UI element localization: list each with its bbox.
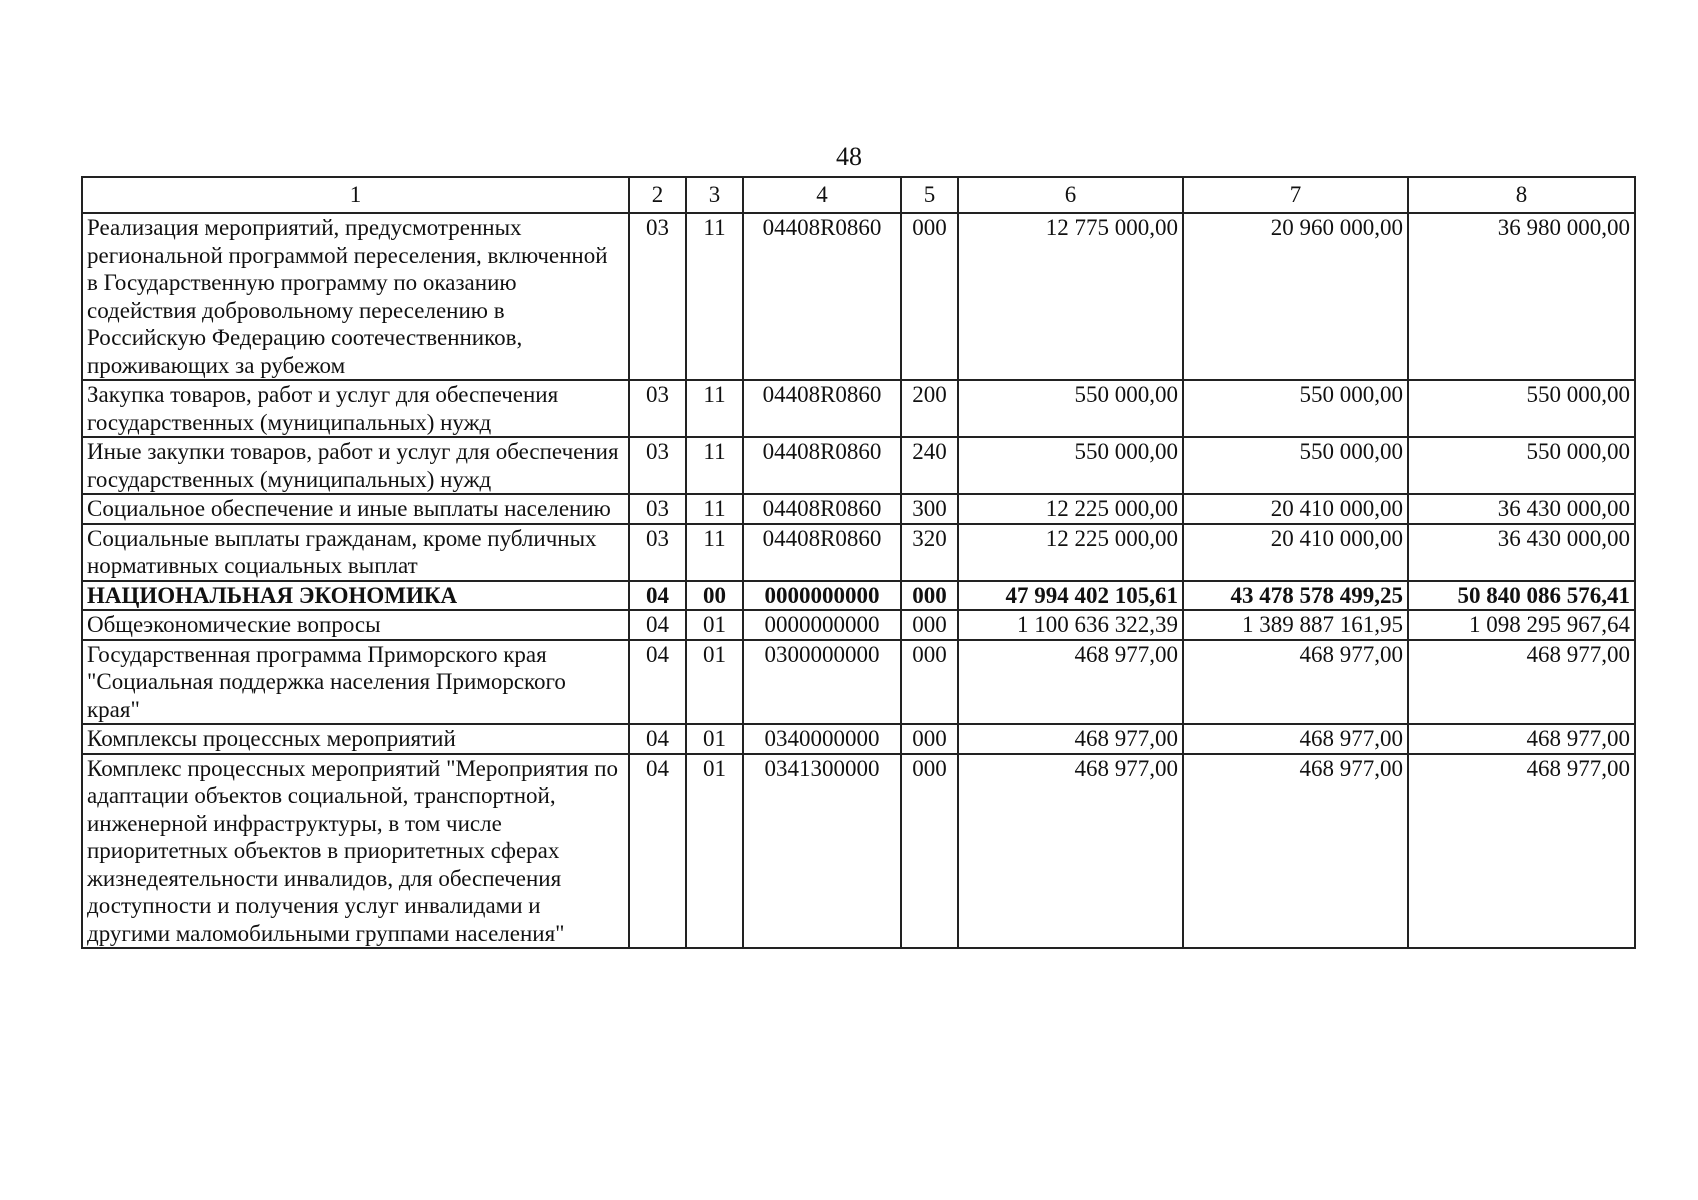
section-code: 03 (629, 524, 686, 581)
table-row (82, 437, 1635, 494)
amount-col7: 20 960 000,00 (1183, 213, 1408, 380)
column-header: 6 (958, 177, 1183, 213)
expense-type-code: 000 (901, 581, 958, 611)
amount-col7: 468 977,00 (1183, 724, 1408, 754)
amount-col8: 550 000,00 (1408, 380, 1635, 437)
expense-type-code: 000 (901, 610, 958, 640)
subsection-code: 00 (686, 581, 743, 611)
expense-type-code: 000 (901, 213, 958, 380)
amount-col8: 468 977,00 (1408, 640, 1635, 725)
target-article-code: 04408R0860 (743, 524, 901, 581)
section-code: 04 (629, 724, 686, 754)
table-row (82, 213, 1635, 380)
expense-type-code: 240 (901, 437, 958, 494)
expense-type-code: 320 (901, 524, 958, 581)
expense-type-code: 200 (901, 380, 958, 437)
subsection-code: 01 (686, 610, 743, 640)
amount-col7: 1 389 887 161,95 (1183, 610, 1408, 640)
section-code: 04 (629, 581, 686, 611)
amount-col8: 36 430 000,00 (1408, 524, 1635, 581)
expense-type-code: 000 (901, 640, 958, 725)
target-article-code: 0340000000 (743, 724, 901, 754)
table-row (82, 754, 1635, 949)
table-row (82, 494, 1635, 524)
amount-col6: 12 225 000,00 (958, 494, 1183, 524)
target-article-code: 04408R0860 (743, 437, 901, 494)
amount-col6: 12 225 000,00 (958, 524, 1183, 581)
column-number-row (82, 177, 1635, 213)
subsection-code: 11 (686, 380, 743, 437)
item-name: Государственная программа Приморского края "Социальная поддержка населения Приморского края" (82, 640, 629, 725)
target-article-code: 04408R0860 (743, 380, 901, 437)
item-name: Реализация мероприятий, предусмотренных региональной программой переселения, включенной в Государственную программу по оказанию содействия добровольному переселению в Российскую Федерацию соотечественников, проживающих за рубежом (82, 213, 629, 380)
page-number: 48 (836, 142, 862, 171)
column-header: 5 (901, 177, 958, 213)
column-header: 8 (1408, 177, 1635, 213)
subsection-code: 01 (686, 724, 743, 754)
section-code: 03 (629, 437, 686, 494)
table-row (82, 610, 1635, 640)
subsection-code: 11 (686, 524, 743, 581)
column-header: 2 (629, 177, 686, 213)
amount-col6: 468 977,00 (958, 724, 1183, 754)
target-article-code: 0000000000 (743, 581, 901, 611)
item-name: Иные закупки товаров, работ и услуг для обеспечения государственных (муниципальных) нужд (82, 437, 629, 494)
item-name: НАЦИОНАЛЬНАЯ ЭКОНОМИКА (82, 581, 629, 611)
target-article-code: 0000000000 (743, 610, 901, 640)
amount-col8: 550 000,00 (1408, 437, 1635, 494)
amount-col8: 468 977,00 (1408, 724, 1635, 754)
item-name: Закупка товаров, работ и услуг для обеспечения государственных (муниципальных) нужд (82, 380, 629, 437)
amount-col7: 468 977,00 (1183, 754, 1408, 949)
section-code: 03 (629, 380, 686, 437)
item-name: Социальное обеспечение и иные выплаты населению (82, 494, 629, 524)
subsection-code: 01 (686, 640, 743, 725)
amount-col6: 1 100 636 322,39 (958, 610, 1183, 640)
amount-col6: 12 775 000,00 (958, 213, 1183, 380)
amount-col7: 550 000,00 (1183, 437, 1408, 494)
amount-col6: 468 977,00 (958, 640, 1183, 725)
item-name: Общеэкономические вопросы (82, 610, 629, 640)
amount-col8: 36 980 000,00 (1408, 213, 1635, 380)
amount-col8: 468 977,00 (1408, 754, 1635, 949)
amount-col7: 20 410 000,00 (1183, 524, 1408, 581)
table-row-section-total (82, 581, 1635, 611)
section-code: 03 (629, 494, 686, 524)
amount-col8: 36 430 000,00 (1408, 494, 1635, 524)
expense-type-code: 000 (901, 724, 958, 754)
section-code: 03 (629, 213, 686, 380)
target-article-code: 0300000000 (743, 640, 901, 725)
amount-col8: 1 098 295 967,64 (1408, 610, 1635, 640)
amount-col6: 550 000,00 (958, 380, 1183, 437)
table-row (82, 380, 1635, 437)
target-article-code: 0341300000 (743, 754, 901, 949)
column-header: 3 (686, 177, 743, 213)
item-name: Комплексы процессных мероприятий (82, 724, 629, 754)
amount-col8: 50 840 086 576,41 (1408, 581, 1635, 611)
subsection-code: 11 (686, 437, 743, 494)
item-name: Комплекс процессных мероприятий "Мероприятия по адаптации объектов социальной, транспортной, инженерной инфраструктуры, в том числе приоритетных объектов в приоритетных сферах жизнедеятельности инвалидов, для обеспечения доступности и получения услуг инвалидами и другими маломобильными группами населения" (82, 754, 629, 949)
section-code: 04 (629, 754, 686, 949)
column-header: 7 (1183, 177, 1408, 213)
item-name: Социальные выплаты гражданам, кроме публичных нормативных социальных выплат (82, 524, 629, 581)
amount-col7: 20 410 000,00 (1183, 494, 1408, 524)
amount-col6: 550 000,00 (958, 437, 1183, 494)
amount-col7: 468 977,00 (1183, 640, 1408, 725)
amount-col7: 550 000,00 (1183, 380, 1408, 437)
amount-col6: 47 994 402 105,61 (958, 581, 1183, 611)
column-header: 1 (82, 177, 629, 213)
table-row (82, 524, 1635, 581)
target-article-code: 04408R0860 (743, 494, 901, 524)
subsection-code: 01 (686, 754, 743, 949)
expense-type-code: 000 (901, 754, 958, 949)
amount-col6: 468 977,00 (958, 754, 1183, 949)
target-article-code: 04408R0860 (743, 213, 901, 380)
table-row (82, 724, 1635, 754)
subsection-code: 11 (686, 213, 743, 380)
expense-type-code: 300 (901, 494, 958, 524)
subsection-code: 11 (686, 494, 743, 524)
section-code: 04 (629, 610, 686, 640)
budget-table (81, 176, 1636, 949)
amount-col7: 43 478 578 499,25 (1183, 581, 1408, 611)
section-code: 04 (629, 640, 686, 725)
column-header: 4 (743, 177, 901, 213)
table-row (82, 640, 1635, 725)
